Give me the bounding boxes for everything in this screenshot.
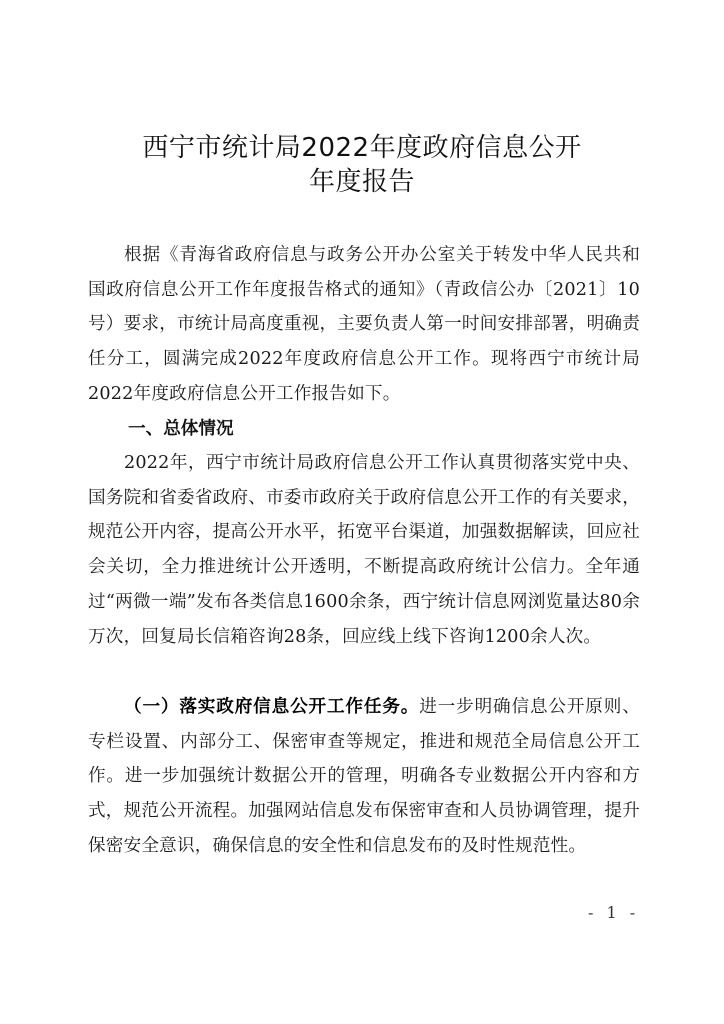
paragraph-task-text: 进一步明确信息公开原则、专栏设置、内部分工、保密审查等规定，推进和规范全局信息公开工作。进一步加强统计数据公开的管理，明确各专业数据公开内容和方式，规范公开流程。加强网站信息发布保密审查和人员协调管理，提升保密安全意识，确保信息的安全性和信息发布的及时性规范性。 bbox=[88, 697, 640, 856]
paragraph-indent bbox=[88, 245, 124, 265]
paragraph-task bbox=[88, 690, 640, 864]
paragraph-overview-text: 2022年，西宁市统计局政府信息公开工作认真贯彻落实党中央、国务院和省委省政府、市委市政府关于政府信息公开工作的有关要求，规范公开内容，提高公开水平，拓宽平台渠道，加强数据解读，回应社会关切，全力推进统计公开透明，不断提高政府统计公信力。全年通过“两微一端”发布各类信息1600余条，西宁统计信息网浏览量达80余万次，回复局长信箱咨询28条，回应线上线下咨询1200余人次。 bbox=[88, 453, 640, 647]
paragraph-intro-text: 根据《青海省政府信息与政务公开办公室关于转发中华人民共和国政府信息公开工作年度报告格式的通知》（青政信公办〔2021〕10号）要求，市统计局高度重视，主要负责人第一时间安排部署，明确责任分工，圆满完成2022年度政府信息公开工作。现将西宁市统计局2022年度政府信息公开工作报告如下。 bbox=[88, 245, 640, 404]
subsection-heading-task: （一）落实政府信息公开工作任务。 bbox=[124, 696, 420, 717]
page-number: - 1 - bbox=[588, 903, 640, 922]
paragraph-indent bbox=[88, 453, 124, 473]
section-heading-overview: 一、总体情况 bbox=[128, 419, 234, 439]
document-title-line-1: 西宁市统计局2022年度政府信息公开 bbox=[142, 133, 582, 163]
document-title-line-2: 年度报告 bbox=[308, 167, 415, 197]
paragraph-intro bbox=[88, 238, 640, 412]
paragraph-overview bbox=[88, 446, 640, 654]
paragraph-indent bbox=[88, 697, 124, 717]
